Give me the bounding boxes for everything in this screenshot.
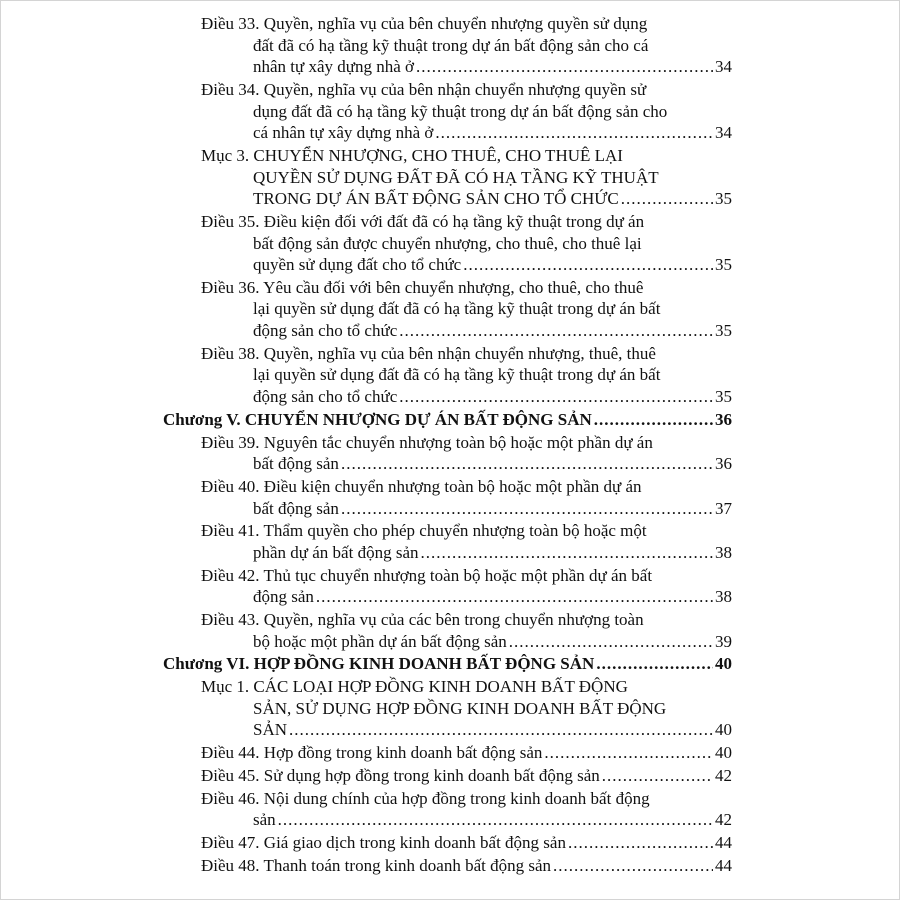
toc-entry-last-line: quyền sử dụng đất cho tổ chức	[253, 255, 462, 275]
dot-leader	[416, 56, 713, 78]
page-number: 42	[715, 766, 732, 785]
toc-entry-line: Điều 41. Thẩm quyền cho phép chuyển nhượng toàn bộ hoặc một	[201, 521, 647, 541]
toc-entry	[163, 432, 735, 475]
dot-leader	[420, 542, 713, 564]
dot-leader	[316, 586, 713, 608]
toc-entry	[163, 79, 735, 144]
toc-entry-last-line: Điều 44. Hợp đồng trong kinh doanh bất động sản	[201, 743, 543, 763]
toc-entry-line: Điều 36. Yêu cầu đối với bên chuyển nhượng, cho thuê, cho thuê	[201, 277, 644, 297]
page-number: 44	[715, 833, 732, 853]
toc-entry	[163, 609, 735, 652]
dot-leader	[278, 809, 713, 831]
page-number: 40	[715, 743, 732, 763]
dot-leader	[594, 409, 713, 431]
page-number: 37	[715, 498, 732, 518]
dot-leader	[621, 188, 713, 210]
toc-entry-line: đất đã có hạ tầng kỹ thuật trong dự án bất động sản cho cá	[253, 35, 649, 55]
page-number: 42	[715, 810, 732, 830]
toc-entry-line: lại quyền sử dụng đất đã có hạ tầng kỹ thuật trong dự án bất	[253, 299, 661, 319]
toc-entry-line: Điều 43. Quyền, nghĩa vụ của các bên trong chuyển nhượng toàn	[201, 610, 644, 630]
dot-leader	[596, 653, 713, 675]
toc-entry-last-line: bộ hoặc một phần dự án bất động sản	[253, 631, 507, 651]
toc-entry	[163, 676, 735, 741]
toc-entry-last-line: Chương V. CHUYỂN NHƯỢNG DỰ ÁN BẤT ĐỘNG SẢN	[163, 409, 592, 429]
page-number: 35	[715, 189, 732, 209]
toc-entry-last-line: Điều 47. Giá giao dịch trong kinh doanh bất động sản	[201, 833, 566, 853]
toc-entry-last-line: động sản cho tổ chức	[253, 321, 398, 341]
dot-leader	[341, 453, 713, 475]
toc-entry-last-line: Điều 45. Sử dụng hợp đồng trong kinh doanh bất động sản	[201, 766, 600, 785]
toc-entry-last-line: bất động sản	[253, 454, 339, 474]
page-number: 35	[715, 321, 732, 341]
toc-entry	[163, 788, 735, 831]
page-number: 34	[715, 57, 732, 77]
dot-leader	[341, 498, 713, 520]
toc-entry	[163, 343, 735, 408]
dot-leader	[435, 122, 713, 144]
page-number: 40	[715, 720, 732, 740]
page-number: 40	[715, 654, 732, 674]
dot-leader	[463, 254, 713, 276]
page-number: 35	[715, 387, 732, 407]
dot-leader	[553, 855, 713, 877]
dot-leader	[544, 742, 713, 764]
toc-entry-line: Điều 35. Điều kiện đối với đất đã có hạ tầng kỹ thuật trong dự án	[201, 211, 645, 231]
dot-leader	[399, 320, 713, 342]
toc-entry-line: Mục 1. CÁC LOẠI HỢP ĐỒNG KINH DOANH BẤT ĐỘNG	[201, 677, 628, 697]
dot-leader	[399, 386, 713, 408]
toc-entry-last-line: động sản cho tổ chức	[253, 387, 398, 407]
toc-entry-last-line: bất động sản	[253, 498, 339, 518]
toc-entry-last-line: sản	[253, 810, 276, 830]
toc-entry-line: lại quyền sử dụng đất đã có hạ tầng kỹ thuật trong dự án bất	[253, 365, 661, 385]
page-number: 36	[715, 409, 732, 429]
toc-entry	[163, 855, 735, 877]
toc-entry-last-line: cá nhân tự xây dựng nhà ở	[253, 123, 434, 143]
page-number: 38	[715, 587, 732, 607]
toc-entry-line: Điều 46. Nội dung chính của hợp đồng trong kinh doanh bất động	[201, 788, 650, 808]
table-of-contents	[163, 13, 735, 878]
toc-entry	[163, 277, 735, 342]
page-number: 44	[715, 855, 732, 875]
toc-entry-line: Điều 42. Thủ tục chuyển nhượng toàn bộ hoặc một phần dự án bất	[201, 565, 653, 585]
page-number: 38	[715, 542, 732, 562]
toc-entry-line: QUYỀN SỬ DỤNG ĐẤT ĐÃ CÓ HẠ TẦNG KỸ THUẬT	[253, 167, 659, 187]
toc-entry-line: Điều 38. Quyền, nghĩa vụ của bên nhận chuyển nhượng, thuê, thuê	[201, 343, 656, 363]
toc-chapter-entry	[163, 409, 735, 431]
page-number: 35	[715, 255, 732, 275]
toc-entry	[163, 520, 735, 563]
page-number: 39	[715, 631, 732, 651]
toc-entry-line: SẢN, SỬ DỤNG HỢP ĐỒNG KINH DOANH BẤT ĐỘNG	[253, 698, 667, 718]
toc-entry-line: Điều 40. Điều kiện chuyển nhượng toàn bộ hoặc một phần dự án	[201, 476, 642, 496]
toc-entry-line: bất động sản được chuyển nhượng, cho thuê, cho thuê lại	[253, 233, 642, 253]
toc-entry-line: Điều 33. Quyền, nghĩa vụ của bên chuyển nhượng quyền sử dụng	[201, 14, 648, 33]
toc-entry	[163, 211, 735, 276]
toc-entry-last-line: Chương VI. HỢP ĐỒNG KINH DOANH BẤT ĐỘNG SẢN	[163, 654, 595, 674]
toc-entry	[163, 565, 735, 608]
page-number: 34	[715, 123, 732, 143]
toc-entry	[163, 765, 735, 787]
dot-leader	[289, 719, 713, 741]
toc-entry	[163, 832, 735, 854]
toc-entry-last-line: phần dự án bất động sản	[253, 542, 419, 562]
toc-entry-last-line: động sản	[253, 587, 314, 607]
toc-entry-last-line: TRONG DỰ ÁN BẤT ĐỘNG SẢN CHO TỔ CHỨC	[253, 189, 619, 209]
toc-chapter-entry	[163, 653, 735, 675]
toc-entry-line: Mục 3. CHUYỂN NHƯỢNG, CHO THUÊ, CHO THUÊ LẠI	[201, 145, 623, 165]
toc-entry-last-line: Điều 48. Thanh toán trong kinh doanh bất động sản	[201, 855, 552, 875]
toc-entry-line: Điều 34. Quyền, nghĩa vụ của bên nhận chuyển nhượng quyền sử	[201, 79, 647, 99]
dot-leader	[602, 765, 713, 787]
toc-entry	[163, 476, 735, 519]
dot-leader	[509, 631, 713, 653]
toc-entry-line: Điều 39. Nguyên tắc chuyển nhượng toàn bộ hoặc một phần dự án	[201, 432, 653, 452]
toc-entry-last-line: SẢN	[253, 720, 288, 740]
toc-entry	[163, 13, 735, 78]
toc-entry	[163, 742, 735, 764]
toc-entry-line: dụng đất đã có hạ tầng kỹ thuật trong dự án bất động sản cho	[253, 101, 668, 121]
dot-leader	[568, 832, 713, 854]
toc-entry	[163, 145, 735, 210]
toc-entry-last-line: nhân tự xây dựng nhà ở	[253, 57, 415, 77]
page-number: 36	[715, 454, 732, 474]
